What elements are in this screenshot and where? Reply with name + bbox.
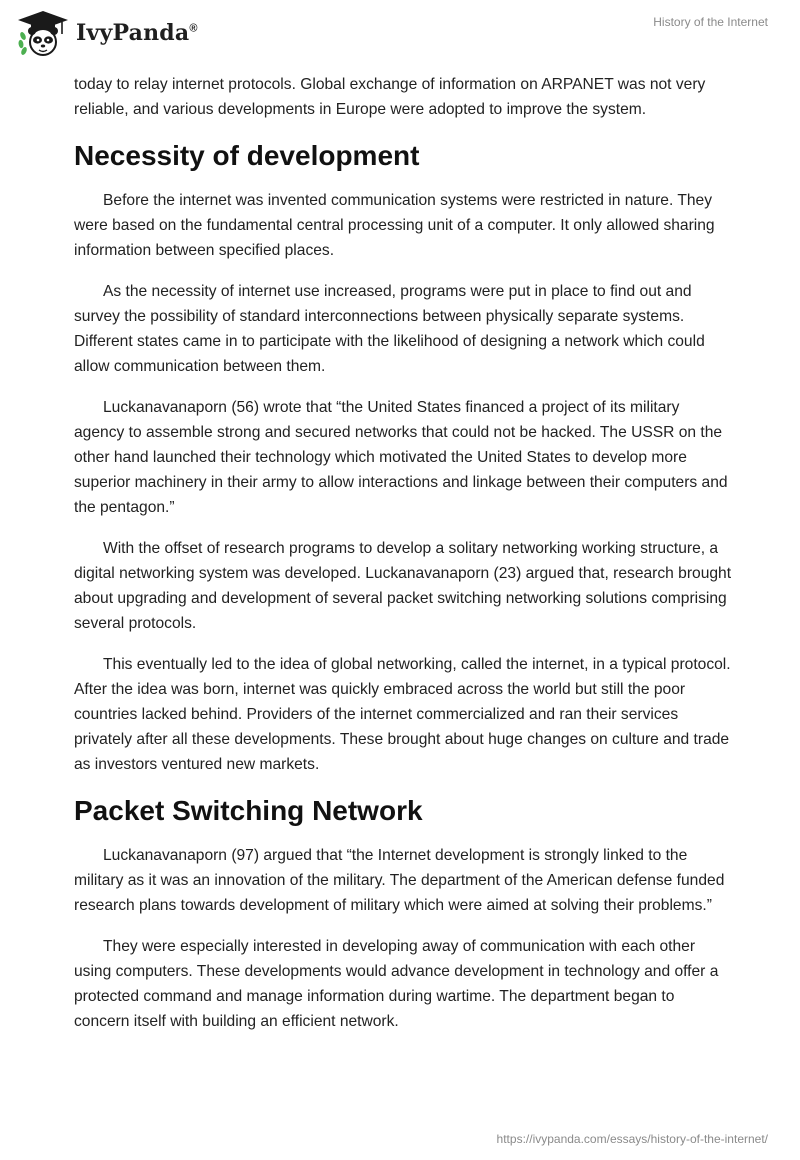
essay-content [74, 72, 734, 1050]
registered-mark: ® [189, 22, 198, 35]
ivypanda-logo[interactable] [16, 10, 198, 56]
paragraph: Luckanavanaporn (56) wrote that “the United States financed a project of its military agency to assemble strong and secured networks that could not be hacked. The USSR on the other hand launched their technology which motivated the United States to develop more superior machinery in their army to allow interactions and linkage between their computers and the pentagon.” [74, 399, 728, 516]
panda-graduation-cap-icon [16, 10, 70, 56]
paragraph: With the offset of research programs to develop a solitary networking working structure, a digital networking system was developed. Luckanavanaporn (23) argued that, research brought about upgrading and development of several packet switching networking solutions comprising several protocols. [74, 540, 732, 632]
paragraph: This eventually led to the idea of global networking, called the internet, in a typical protocol. After the idea was born, internet was quickly embraced across the world but still the poor countries lacked behind. Providers of the internet commercialized and ran their services privately after all these developments. These brought about huge changes on culture and trade as investors ventured new markets. [74, 656, 731, 773]
brand-name: IvyPanda® [76, 20, 198, 46]
paragraph: They were especially interested in developing away of communication with each other using computers. These developments would advance development in technology and offer a protected command and manage information during wartime. The department began to concern itself with building an efficient network. [74, 938, 719, 1030]
section-heading-packet-switching: Packet Switching Network [74, 795, 423, 826]
paragraph: Before the internet was invented communication systems were restricted in nature. They were based on the fundamental central processing unit of a computer. It only allowed sharing information between specified places. [74, 192, 715, 259]
paragraph: Luckanavanaporn (97) argued that “the Internet development is strongly linked to the military as it was an innovation of the military. The department of the American defense funded research plans towards development of military which were aimed at solving their problems.” [74, 847, 725, 914]
page-header [0, 0, 800, 66]
source-url[interactable]: https://ivypanda.com/essays/history-of-the-internet/ [496, 1132, 768, 1146]
paragraph: As the necessity of internet use increased, programs were put in place to find out and survey the possibility of standard interconnections between physically separate systems. Different states came in to participate with the likelihood of designing a network which could allow communication between them. [74, 283, 705, 375]
section-heading-necessity: Necessity of development [74, 140, 420, 171]
document-title: History of the Internet [653, 15, 768, 29]
intro-paragraph: today to relay internet protocols. Global exchange of information on ARPANET was not very reliable, and various developments in Europe were adopted to improve the system. [74, 76, 706, 118]
